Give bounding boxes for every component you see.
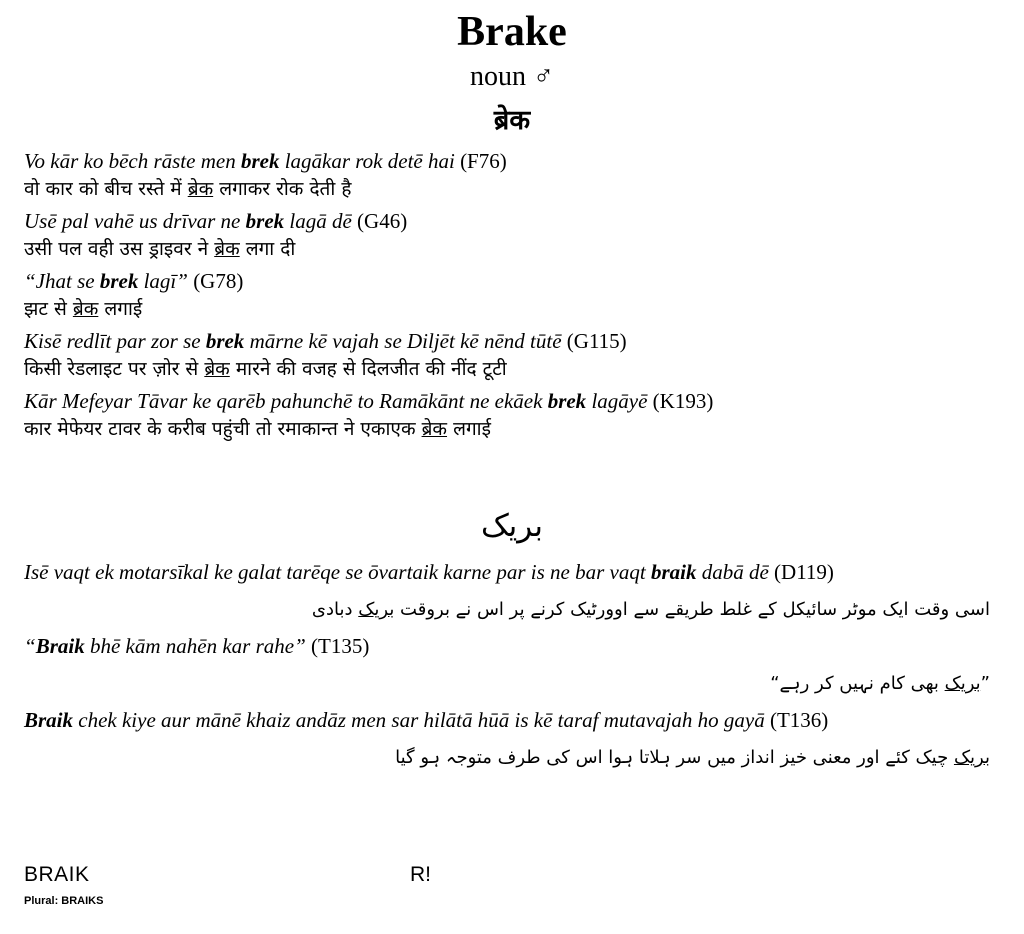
source-ref: (F76) [454, 149, 507, 173]
footer-code: R! [410, 863, 431, 886]
keyword: ब्रेक [187, 178, 214, 200]
keyword: brek [205, 329, 245, 353]
example-devanagari: वो कार को बीच रस्ते में ब्रेक लगाकर रोक देती है [24, 178, 352, 200]
keyword: ब्रेक [72, 298, 99, 320]
example-urdu: اسی وقت ایک موٹر سائیکل کے غلط طریقے سے اوورٹیک کرنے پر اس نے بروقت بریک دبادی [311, 599, 990, 620]
example-romanized: Usē pal vahē us drīvar ne brek lagā dē (G46) [24, 209, 408, 233]
example-romanized: Kār Mefeyar Tāvar ke qarēb pahunchē to Ramākānt ne ekāek brek lagāyē (K193) [24, 389, 714, 413]
keyword: ब्रेक [214, 238, 240, 260]
source-ref: (G115) [561, 329, 627, 353]
example-devanagari: कार मेफेयर टावर के करीब पहुंची तो रमाकान्त ने एकाएक ब्रेक लगाई [24, 418, 491, 440]
keyword: بریک [953, 747, 990, 768]
source-ref: (G78) [187, 269, 244, 293]
example-urdu: ”بریک بھی کام نہیں کر رہے“ [770, 673, 990, 694]
example-urdu: بریک چیک کئے اور معنی خیز انداز میں سر ہلاتا ہوا اس کی طرف متوجہ ہو گیا [395, 747, 990, 768]
example-devanagari: किसी रेडलाइट पर ज़ोर से ब्रेक मारने की वजह से दिलजीत की नींद टूटी [24, 358, 507, 380]
source-ref: (G46) [351, 209, 408, 233]
keyword: brek [245, 209, 285, 233]
source-ref: (T135) [305, 634, 370, 658]
example-romanized: Kisē redlīt par zor se brek mārne kē vajah se Diljēt kē nēnd tūtē (G115) [24, 329, 627, 353]
example-devanagari: झट से ब्रेक लगाई [24, 298, 143, 320]
example-romanized: Braik chek kiye aur mānē khaiz andāz men sar hilātā hūā is kē taraf mutavajah ho gayā (T136) [24, 708, 829, 732]
keyword: brek [99, 269, 139, 293]
example-romanized: Vo kār ko bēch rāste men brek lagākar rok detē hai (F76) [24, 149, 507, 173]
footer-plural: Plural: BRAIKS [24, 895, 104, 907]
keyword: brek [547, 389, 587, 413]
source-ref: (D119) [768, 560, 834, 584]
example-romanized: Isē vaqt ek motarsīkal ke galat tarēqe se ōvartaik karne par is ne bar vaqt braik dabā dē (D119) [24, 560, 834, 584]
hindi-headword: ब्रेक [493, 105, 531, 136]
example-romanized: “Jhat se brek lagī” (G78) [24, 269, 244, 293]
example-romanized: “Braik bhē kām nahēn kar rahe” (T135) [24, 634, 370, 658]
keyword: brek [240, 149, 280, 173]
source-ref: (K193) [647, 389, 714, 413]
keyword: بریک [358, 599, 395, 620]
urdu-headword: بریک [480, 508, 544, 544]
footer-word: BRAIK [24, 863, 90, 886]
hindi-examples [24, 148, 1004, 448]
urdu-examples [24, 558, 990, 780]
part-of-speech: noun ♂ [470, 61, 554, 92]
keyword: braik [650, 560, 697, 584]
source-ref: (T136) [764, 708, 829, 732]
keyword: بریک [944, 673, 981, 694]
example-devanagari: उसी पल वही उस ड्राइवर ने ब्रेक लगा दी [24, 238, 296, 260]
keyword: ब्रेक [421, 418, 448, 440]
keyword: Braik [35, 634, 85, 658]
keyword: Braik [24, 708, 74, 732]
headword: Brake [457, 9, 567, 55]
keyword: ब्रेक [204, 358, 230, 380]
